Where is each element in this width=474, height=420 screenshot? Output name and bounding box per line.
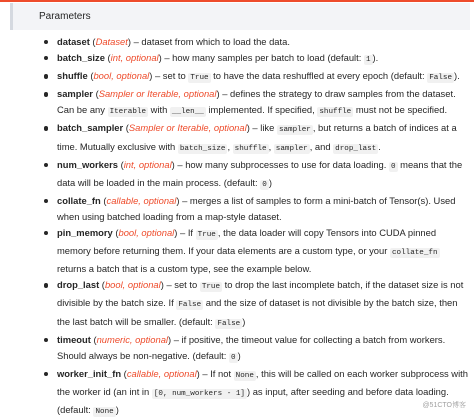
- inline-code: drop_last: [335, 144, 377, 153]
- param-type: Dataset: [95, 36, 128, 47]
- param-description: and the size of dataset is not divisible by the batch size, then the last batch will be smaller. (default:: [57, 297, 458, 327]
- param-description: ,: [227, 140, 233, 152]
- param-type: numeric, optional: [96, 333, 168, 345]
- param-description: – set to: [152, 70, 189, 82]
- param-item-collate-fn: collate_fn (callable, optional) – merges a list of samples to form a mini-batch of Tensor(s). Used when using batched loading from a map-style dataset.: [0, 193, 474, 225]
- param-description: ): [268, 176, 272, 188]
- top-accent-bar: [0, 0, 474, 2]
- param-name: batch_size: [57, 52, 105, 64]
- param-name: sampler: [57, 88, 93, 100]
- param-description: – merges a list of samples to form a mini-batch of Tensor(s). Used when using batched loading from a map-style dataset.: [57, 194, 456, 222]
- param-item-num-workers: num_workers (int, optional) – how many subprocesses to use for data loading. 0 means that the data will be loaded in the main process. (default: 0 ): [0, 157, 474, 193]
- parameters-title: Parameters: [39, 11, 91, 22]
- inline-code: sampler: [278, 126, 311, 135]
- inline-code: True: [201, 283, 221, 292]
- param-type: int, optional: [123, 158, 172, 170]
- param-description: – If not: [199, 367, 234, 379]
- inline-code: False: [178, 301, 202, 310]
- param-type: Sampler or Iterable, optional: [128, 122, 247, 134]
- param-description: – if positive, the timeout value for collecting a batch from workers. Should always be non-negative. (default:: [57, 333, 446, 361]
- param-name: dataset: [57, 36, 90, 47]
- param-description: , but returns a batch of indices at a time. Mutually exclusive with: [57, 122, 457, 152]
- param-item-dataset: dataset (Dataset) – dataset from which to load the data.: [0, 34, 474, 50]
- param-description: , this will be called on each worker subprocess with the worker id (an int in: [57, 367, 468, 397]
- param-description: returns a batch that is a custom type, see the example below.: [57, 263, 312, 275]
- inline-code: 0: [262, 180, 267, 189]
- param-description: ).: [454, 70, 460, 82]
- param-description: – how many samples per batch to load (default:: [161, 52, 364, 64]
- parameters-header: [10, 3, 470, 30]
- param-type: bool, optional: [93, 70, 150, 82]
- param-name: pin_memory: [57, 227, 113, 239]
- param-type: bool, optional: [118, 227, 175, 239]
- param-name: shuffle: [57, 70, 88, 82]
- param-description: ) as input, after seeding and before data loading. (default:: [57, 385, 449, 415]
- param-description: – defines the strategy to draw samples from the dataset. Can be any: [57, 88, 456, 116]
- param-item-batch-sampler: batch_sampler (Sampler or Iterable, optional) – like sampler , but returns a batch of indices at a time. Mutually exclusive with batch_size , shuffle , sampler , and drop_last .: [0, 120, 474, 156]
- param-description: – set to: [163, 279, 200, 291]
- inline-code: [0, num_workers - 1]: [153, 389, 245, 398]
- inline-code: False: [429, 74, 453, 83]
- param-description: ,: [268, 140, 274, 152]
- parameter-list: [0, 34, 474, 420]
- inline-code: False: [217, 319, 241, 328]
- param-description: ): [237, 349, 241, 361]
- inline-code: sampler: [275, 144, 308, 153]
- param-item-pin-memory: pin_memory (bool, optional) – If True , the data loader will copy Tensors into CUDA pinned memory before returning them. If your data elements are a custom type, or your collate_fn returns a batch that is a custom type, see the example below.: [0, 225, 474, 277]
- watermark: @51CTO博客: [422, 402, 466, 409]
- param-item-drop-last: drop_last (bool, optional) – set to True to drop the last incomplete batch, if the dataset size is not divisible by the batch size. If False and the size of dataset is not divisible by the batch size, then the last batch will be smaller. (default: False ): [0, 277, 474, 331]
- inline-code: shuffle: [319, 108, 352, 117]
- inline-code: None: [95, 407, 114, 416]
- param-type: Sampler or Iterable, optional: [98, 88, 217, 100]
- param-name: batch_sampler: [57, 122, 124, 134]
- param-description: , and: [309, 140, 334, 152]
- param-description: must not be specified.: [353, 104, 448, 116]
- param-description: with: [148, 104, 170, 116]
- param-description: ): [115, 403, 119, 415]
- param-description: – dataset from which to load the data.: [131, 36, 290, 47]
- param-description: to drop the last incomplete batch, if the dataset size is not divisible by the batch size. If: [57, 279, 464, 309]
- inline-code: batch_size: [179, 144, 226, 153]
- param-description: .: [378, 140, 381, 152]
- param-item-worker-init-fn: worker_init_fn (callable, optional) – If not None , this will be called on each worker subprocess with the worker id (an int in [0, num_workers - 1] ) as input, after seeding and before data loading. (default: None ): [0, 366, 474, 420]
- param-name: drop_last: [57, 279, 100, 291]
- param-description: ).: [372, 52, 379, 64]
- param-description: – how many subprocesses to use for data loading.: [174, 158, 389, 170]
- param-item-shuffle: shuffle (bool, optional) – set to True to have the data reshuffled at every epoch (default: False ).: [0, 68, 474, 86]
- param-description: means that the data will be loaded in the main process. (default:: [57, 158, 463, 188]
- param-name: timeout: [57, 333, 91, 345]
- param-description: – If: [177, 227, 196, 239]
- param-item-batch-size: batch_size (int, optional) – how many samples per batch to load (default: 1 ).: [0, 50, 474, 68]
- param-type: bool, optional: [104, 279, 161, 291]
- inline-code: None: [235, 371, 254, 380]
- param-description: – like: [249, 122, 277, 134]
- param-type: callable, optional: [126, 367, 197, 379]
- inline-code: 0: [231, 353, 236, 362]
- inline-code: True: [197, 231, 216, 240]
- inline-code: shuffle: [234, 144, 267, 153]
- param-description: ): [242, 315, 246, 327]
- inline-code: Iterable: [109, 108, 147, 117]
- inline-code: True: [190, 74, 209, 83]
- param-description: to have the data reshuffled at every epoch (default:: [210, 70, 428, 82]
- param-name: worker_init_fn: [57, 367, 122, 379]
- inline-code: 1: [365, 56, 371, 65]
- inline-code: 0: [390, 162, 396, 171]
- param-type: int, optional: [110, 52, 159, 64]
- inline-code: collate_fn: [391, 249, 438, 258]
- inline-code: __len__: [171, 108, 204, 117]
- param-item-sampler: sampler (Sampler or Iterable, optional) – defines the strategy to draw samples from the dataset. Can be any Iterable with __len__ implemented. If specified, shuffle must not be specified.: [0, 86, 474, 120]
- param-description: implemented. If specified,: [205, 104, 318, 116]
- param-name: num_workers: [57, 158, 118, 170]
- param-description: , the data loader will copy Tensors into CUDA pinned memory before returning them. If your data elements are a custom type, or your: [57, 227, 437, 257]
- param-type: callable, optional: [106, 194, 177, 206]
- param-name: collate_fn: [57, 194, 101, 206]
- param-item-timeout: timeout (numeric, optional) – if positive, the timeout value for collecting a batch from workers. Should always be non-negative. (default: 0 ): [0, 332, 474, 366]
